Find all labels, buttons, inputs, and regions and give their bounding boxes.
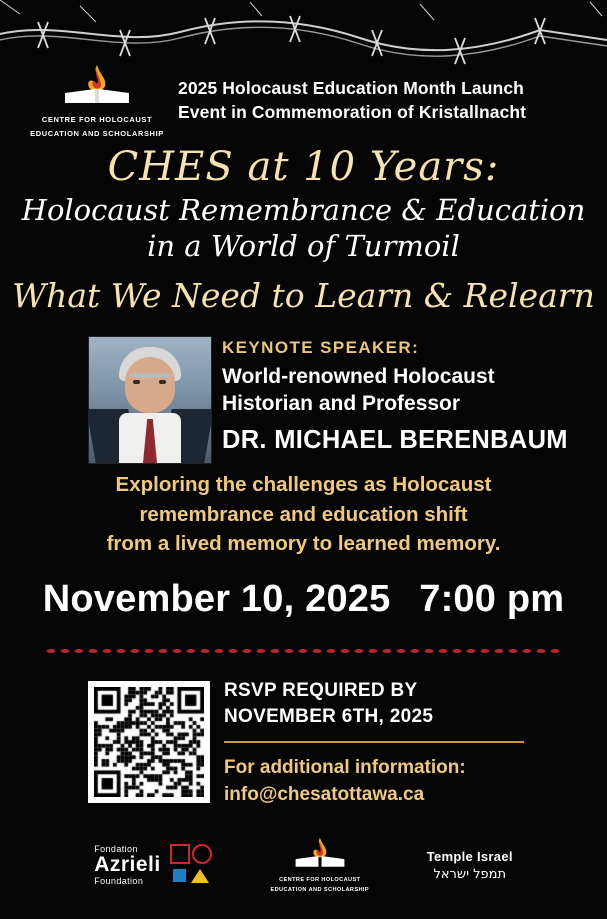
info-label: For additional information:: [224, 757, 466, 779]
flame-book-icon: [291, 836, 349, 870]
azrieli-shapes-icon: [169, 843, 213, 887]
temple-israel-logo: [427, 849, 513, 882]
temple-israel-hebrew: תמפל ישראל: [433, 866, 507, 882]
ches-logo-line2: EDUCATION AND SCHOLARSHIP: [30, 128, 164, 138]
ches-logo-line1: CENTRE FOR HOLOCAUST: [41, 115, 153, 125]
poster-header: [0, 62, 607, 140]
header-titles: [172, 77, 607, 124]
keynote-speaker-kicker: KEYNOTE SPEAKER:: [222, 338, 420, 357]
rsvp-qr-code[interactable]: [88, 681, 210, 803]
rsvp-divider: [224, 741, 524, 743]
rsvp-required-line1: RSVP REQUIRED BY: [224, 680, 418, 701]
azrieli-foundation-logo: [94, 843, 213, 887]
flame-book-icon: [59, 63, 135, 107]
header-title-line1: 2025 Holocaust Education Month Launch: [178, 78, 524, 99]
headline-line4: What We Need to Learn & Relearn: [12, 275, 595, 315]
ches-footer-line1: CENTRE FOR HOLOCAUST: [279, 876, 361, 883]
rsvp-required-line2: NOVEMBER 6TH, 2025: [224, 705, 434, 727]
event-date: November 10, 2025: [42, 578, 391, 620]
speaker-name: DR. MICHAEL BERENBAUM: [222, 425, 568, 454]
speaker-block: [0, 336, 607, 466]
dotted-divider: [44, 648, 564, 654]
description-line1: Exploring the challenges as Holocaust: [115, 473, 492, 496]
header-title-line2: Event in Commemoration of Kristallnacht: [178, 102, 527, 122]
footer-logos: [0, 827, 607, 903]
azrieli-line1: Fondation: [94, 843, 138, 854]
rsvp-block: [224, 678, 587, 808]
info-email[interactable]: info@chesatottawa.ca: [224, 783, 425, 805]
event-datetime: [0, 578, 607, 621]
headline-line2: Holocaust Remembrance & Education: [21, 193, 586, 227]
event-time: 7:00 pm: [419, 578, 565, 620]
speaker-text: [222, 338, 593, 455]
headline-line1: CHES at 10 Years:: [107, 144, 500, 190]
ches-logo: [22, 63, 172, 138]
speaker-role-line2: Historian and Professor: [222, 391, 461, 415]
speaker-portrait: [88, 336, 212, 464]
headline-line3: in a World of Turmoil: [147, 229, 460, 264]
azrieli-line3: Foundation: [94, 876, 144, 887]
ches-footer-line2: EDUCATION AND SCHOLARSHIP: [270, 886, 370, 893]
headline-block: [0, 146, 607, 316]
description-line2: remembrance and education shift: [139, 502, 468, 526]
description-block: [0, 470, 607, 559]
ches-logo-footer: [265, 836, 375, 895]
speaker-role-line1: World-renowned Holocaust: [222, 365, 495, 388]
description-line3: from a lived memory to learned memory.: [106, 532, 501, 556]
temple-israel-name: Temple Israel: [426, 848, 513, 864]
azrieli-line2: Azrieli: [94, 852, 161, 876]
